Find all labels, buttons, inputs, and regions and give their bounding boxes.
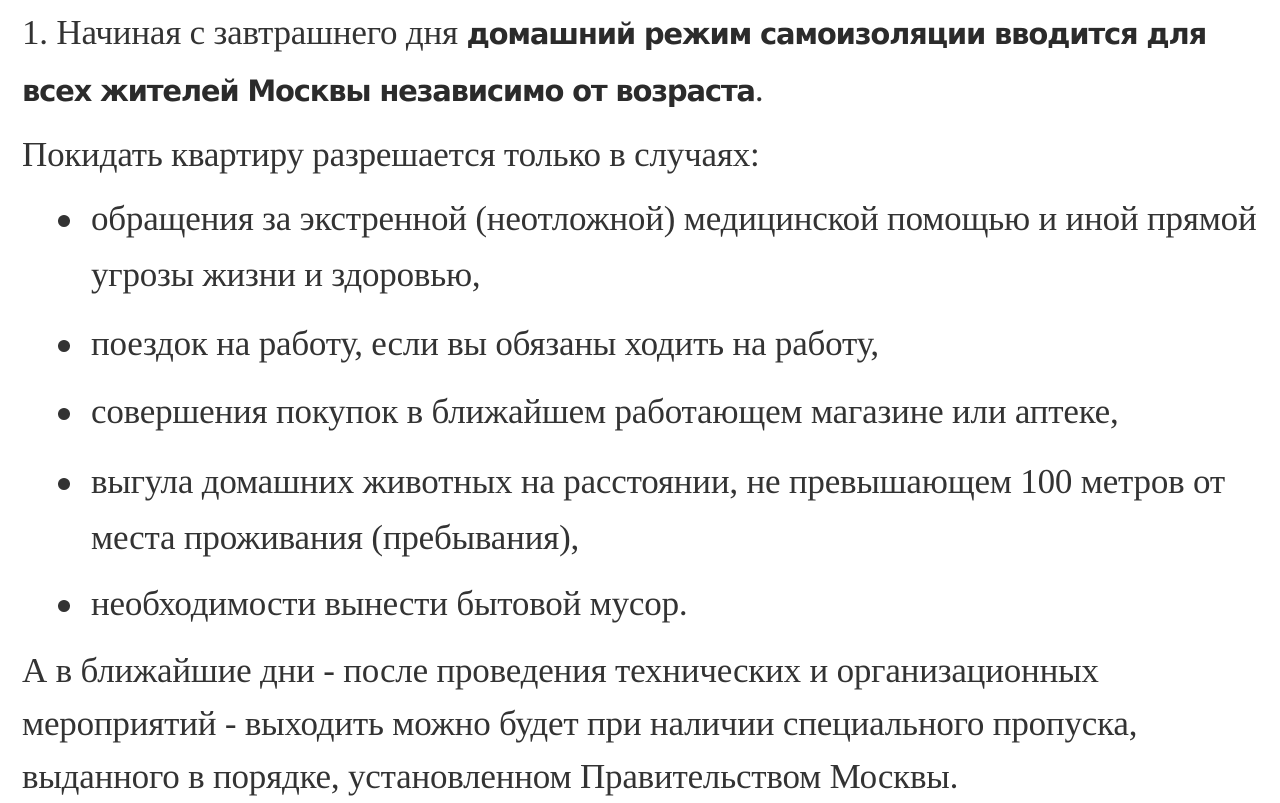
paragraph-intro <box>22 5 1267 119</box>
paragraph-intro-prefix: 1. Начиная с завтрашнего дня <box>22 13 467 52</box>
bullet-icon <box>58 340 70 352</box>
list-item-text: выгула домашних животных на расстоянии, не превышающем 100 метров от места проживания (пребывания), <box>91 462 1225 557</box>
list-item-text: необходимости вынести бытовой мусор. <box>91 584 688 623</box>
paragraph-pass-notice: А в ближайшие дни - после проведения технических и организационных мероприятий - выходить можно будет при наличии специального пропуска, выданного в порядке, установленном Правительством Москвы. <box>22 651 1138 796</box>
list-item-text: совершения покупок в ближайшем работающем магазине или аптеке, <box>91 392 1119 431</box>
list-item-text: поездок на работу, если вы обязаны ходить на работу, <box>91 324 879 363</box>
list-item <box>22 454 1267 566</box>
list-item <box>22 191 1267 303</box>
paragraph-intro-suffix: . <box>754 70 764 109</box>
list-item <box>22 576 1267 632</box>
bullet-icon <box>58 408 70 420</box>
list-item <box>22 316 1267 372</box>
bullet-icon <box>58 600 70 612</box>
list-item <box>22 384 1267 440</box>
paragraph-intro-bold: домашний режим самоизоляции вводится для всех жителей Москвы независимо от возраста <box>22 17 1206 108</box>
list-item-text: обращения за экстренной (неотложной) медицинской помощью и иной прямой угрозы жизни и здоровью, <box>91 199 1257 294</box>
bullet-icon <box>58 215 70 227</box>
bullet-icon <box>58 478 70 490</box>
paragraph-allowed-cases: Покидать квартиру разрешается только в случаях: <box>22 135 760 174</box>
